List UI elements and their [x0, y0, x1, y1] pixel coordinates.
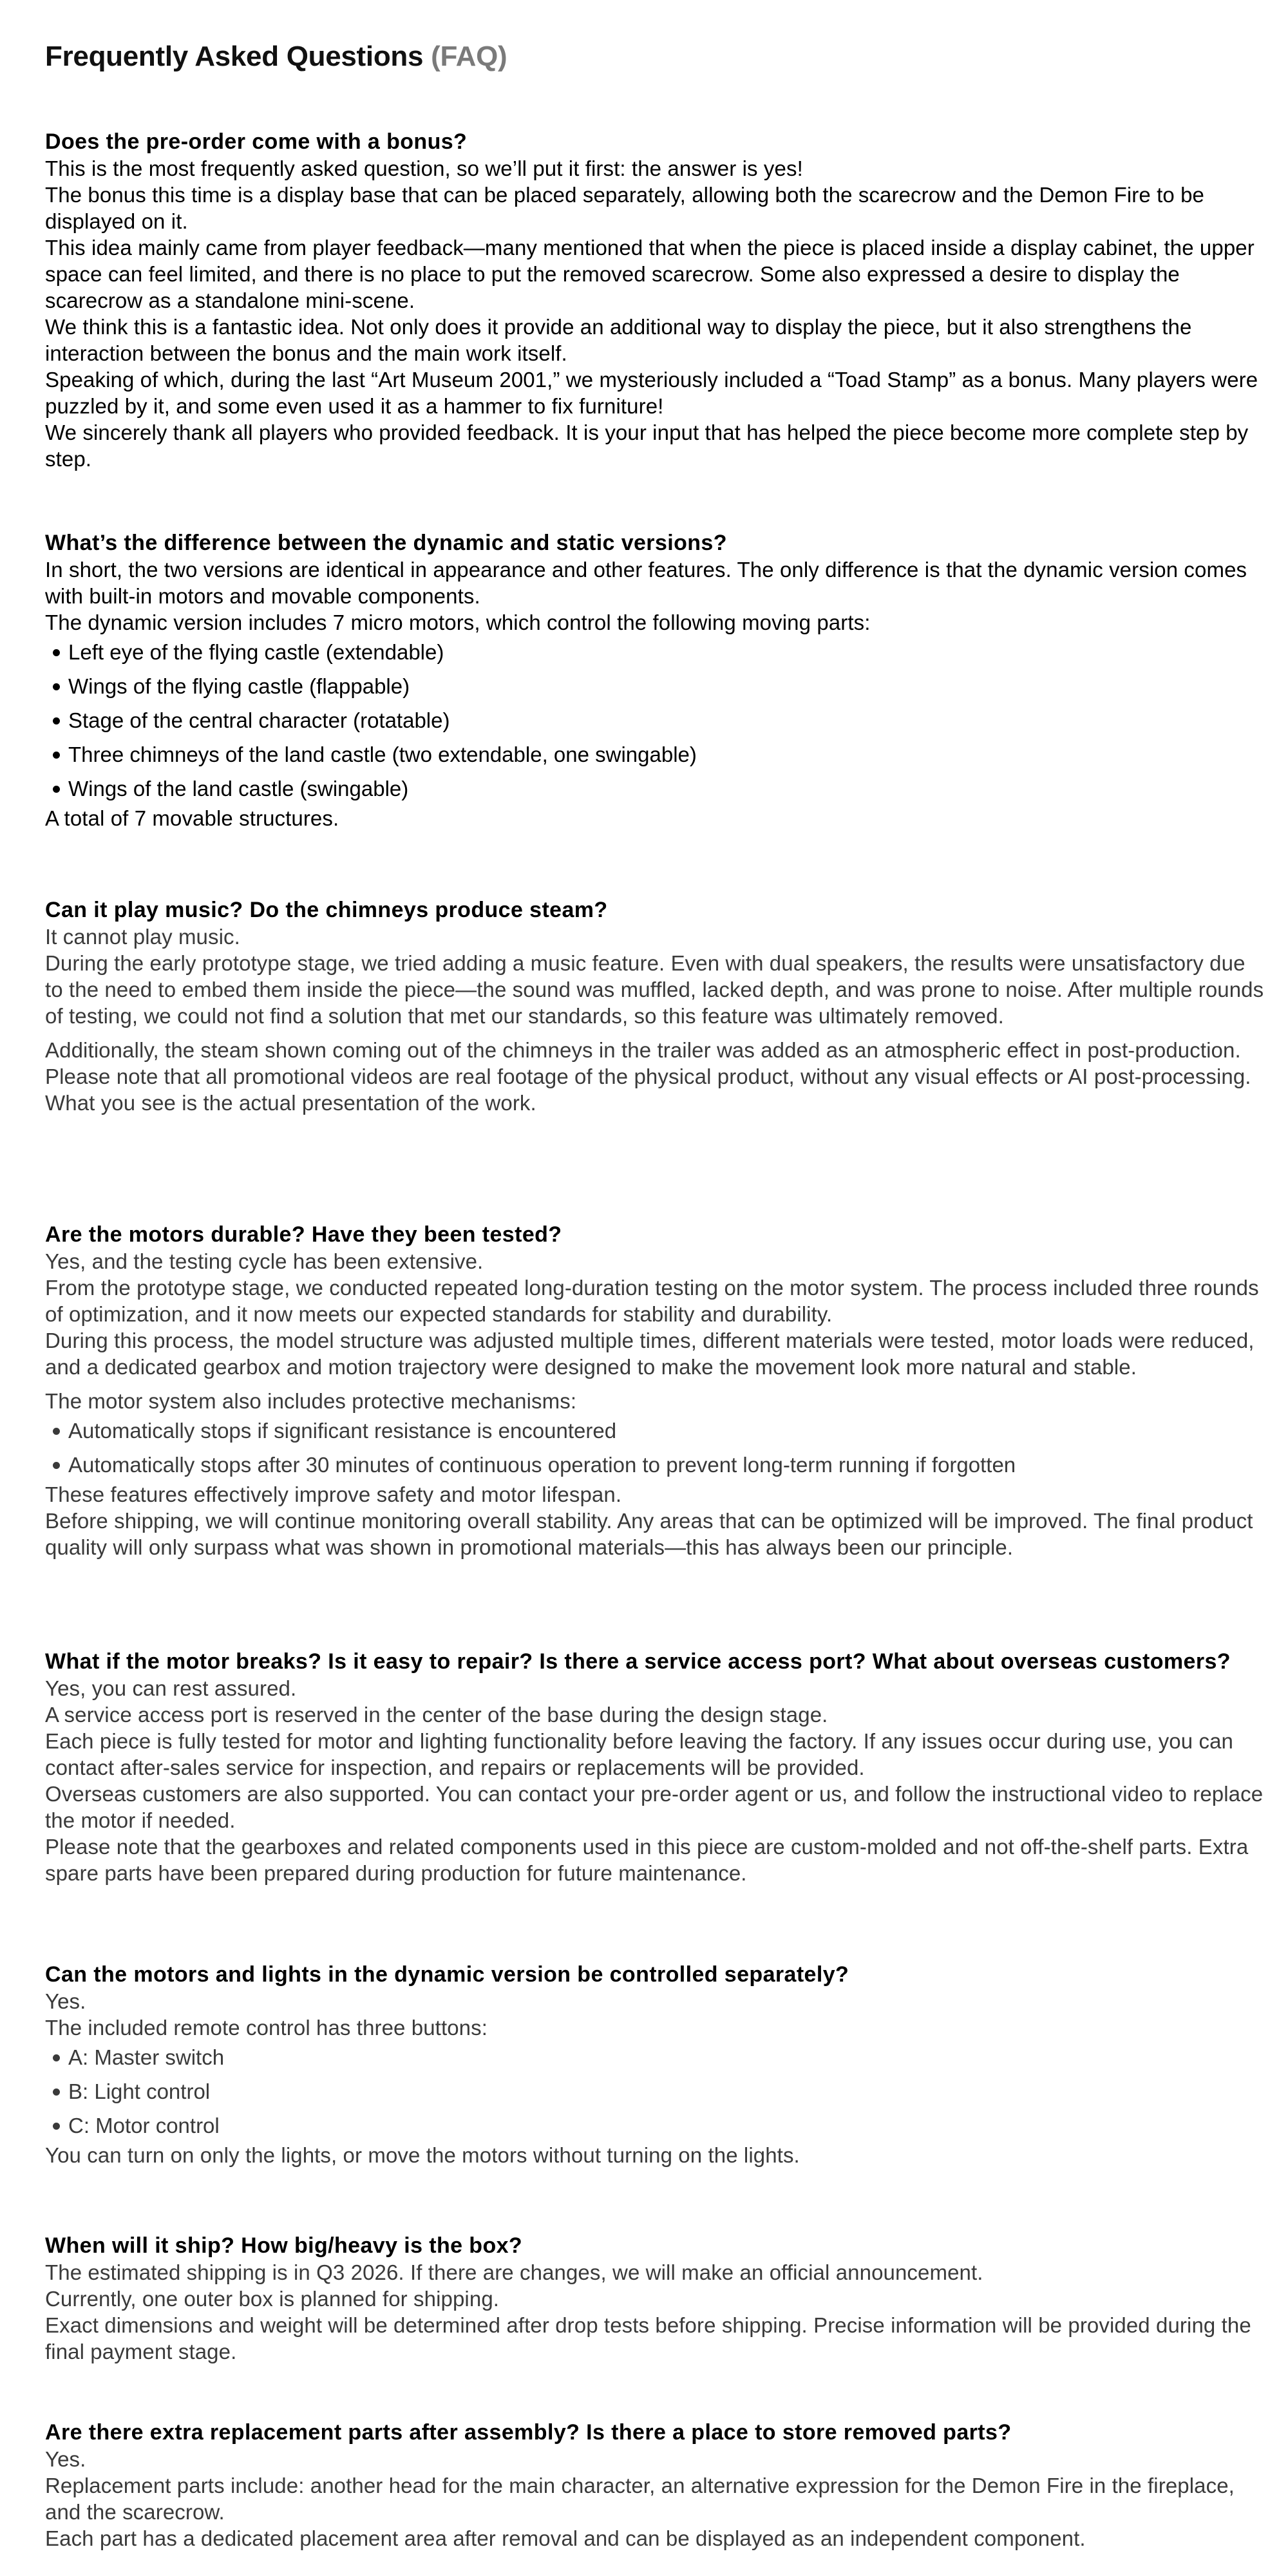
- faq-question: Can it play music? Do the chimneys produce steam?: [45, 898, 608, 922]
- faq-answer-paragraph: During the early prototype stage, we tried adding a music feature. Even with dual speakers, the results were unsatisfactory due to the need to embed them inside the piece—the sound was muffled, lacked depth, and was prone to noise. After multiple rounds of testing, we could not find a solution that met our standards, so this feature was ultimately removed.: [45, 951, 1264, 1028]
- faq-answer-paragraph: Currently, one outer box is planned for shipping.: [45, 2287, 500, 2311]
- page-title: [45, 41, 507, 73]
- faq-answer-paragraph: These features effectively improve safety and motor lifespan.: [45, 1482, 622, 1506]
- faq-answer-paragraph: Each part has a dedicated placement area after removal and can be displayed as an independent component.: [45, 2526, 1086, 2550]
- faq-answer-paragraph: We sincerely thank all players who provided feedback. It is your input that has helped the piece become more complete step by step.: [45, 421, 1249, 471]
- faq-answer-paragraph: Yes.: [45, 2447, 86, 2471]
- faq-item-preorder-bonus: [45, 129, 1269, 472]
- faq-answer-paragraph: A total of 7 movable structures.: [45, 806, 339, 830]
- faq-answer-paragraph: Please note that all promotional videos are real footage of the physical product, without any visual effects or AI post-processing. What you see is the actual presentation of the work.: [45, 1065, 1251, 1115]
- faq-answer-paragraph: We think this is a fantastic idea. Not only does it provide an additional way to display the piece, but it also strengthens the interaction between the bonus and the main work itself.: [45, 315, 1192, 365]
- faq-answer-paragraph: Exact dimensions and weight will be determined after drop tests before shipping. Precise information will be provided during the final payment stage.: [45, 2313, 1251, 2363]
- faq-answer-paragraph: The estimated shipping is in Q3 2026. If there are changes, we will make an official announcement.: [45, 2260, 983, 2284]
- faq-item-replacement-parts: [45, 2420, 1269, 2552]
- faq-answer-paragraph: This is the most frequently asked question, so we’ll put it first: the answer is yes!: [45, 156, 803, 180]
- faq-answer-paragraph: Additionally, the steam shown coming out of the chimneys in the trailer was added as an atmospheric effect in post-production.: [45, 1038, 1241, 1062]
- list-item: Left eye of the flying castle (extendable): [45, 639, 1269, 665]
- faq-item-motor-durability: [45, 1222, 1269, 1560]
- list-item: C: Motor control: [45, 2112, 1269, 2139]
- faq-item-dynamic-vs-static: [45, 530, 1269, 831]
- faq-question: Are there extra replacement parts after assembly? Is there a place to store removed parts?: [45, 2420, 1012, 2445]
- faq-answer-paragraph: During this process, the model structure was adjusted multiple times, different materials were tested, motor loads were reduced, and a dedicated gearbox and motion trajectory were designed to make the movement look more natural and stable.: [45, 1329, 1255, 1379]
- page-title-main: Frequently Asked Questions: [45, 41, 424, 72]
- faq-answer-paragraph: You can turn on only the lights, or move the motors without turning on the lights.: [45, 2143, 800, 2167]
- moving-parts-list: [45, 639, 1269, 802]
- faq-answer-paragraph: The bonus this time is a display base that can be placed separately, allowing both the scarecrow and the Demon Fire to be displayed on it.: [45, 183, 1204, 233]
- faq-answer-paragraph: Each piece is fully tested for motor and lighting functionality before leaving the factory. If any issues occur during use, you can contact after-sales service for inspection, and repairs or replacements will be provided.: [45, 1729, 1233, 1779]
- faq-answer-paragraph: The included remote control has three buttons:: [45, 2016, 488, 2040]
- faq-answer-paragraph: Yes.: [45, 1989, 86, 2013]
- faq-answer-paragraph: The dynamic version includes 7 micro motors, which control the following moving parts:: [45, 611, 871, 634]
- faq-question: What if the motor breaks? Is it easy to repair? Is there a service access port? What about overseas customers?: [45, 1649, 1231, 1674]
- faq-answer-paragraph: Yes, you can rest assured.: [45, 1676, 297, 1700]
- faq-question: What’s the difference between the dynamic and static versions?: [45, 531, 727, 555]
- list-item: B: Light control: [45, 2078, 1269, 2105]
- faq-item-music-steam: [45, 897, 1269, 1116]
- faq-answer-paragraph: Please note that the gearboxes and related components used in this piece are custom-molded and not off-the-shelf parts. Extra spare parts have been prepared during production for future maintenance.: [45, 1835, 1249, 1885]
- list-item: Stage of the central character (rotatable): [45, 707, 1269, 734]
- faq-answer-paragraph: This idea mainly came from player feedback—many mentioned that when the piece is placed inside a display cabinet, the upper space can feel limited, and there is no place to put the removed scarecrow. Some also expressed a desire to display the scarecrow as a standalone mini-scene.: [45, 236, 1255, 312]
- faq-question: Are the motors durable? Have they been tested?: [45, 1222, 562, 1247]
- list-item: Automatically stops if significant resistance is encountered: [45, 1417, 1269, 1444]
- list-item: Wings of the flying castle (flappable): [45, 673, 1269, 699]
- list-item: Wings of the land castle (swingable): [45, 775, 1269, 802]
- faq-answer-paragraph: It cannot play music.: [45, 925, 240, 949]
- faq-answer-paragraph: Speaking of which, during the last “Art Museum 2001,” we mysteriously included a “Toad Stamp” as a bonus. Many players were puzzled by it, and some even used it as a hammer to fix furniture!: [45, 368, 1258, 418]
- faq-question: Can the motors and lights in the dynamic version be controlled separately?: [45, 1962, 849, 1987]
- list-item: Three chimneys of the land castle (two extendable, one swingable): [45, 741, 1269, 768]
- faq-answer-paragraph: A service access port is reserved in the center of the base during the design stage.: [45, 1703, 828, 1727]
- page-title-suffix: (FAQ): [431, 41, 507, 72]
- faq-answer-paragraph: Before shipping, we will continue monitoring overall stability. Any areas that can be optimized will be improved. The final product quality will only surpass what was shown in promotional materials—this has always been our principle.: [45, 1509, 1253, 1559]
- faq-answer-paragraph: The motor system also includes protective mechanisms:: [45, 1389, 577, 1413]
- faq-answer-paragraph: Yes, and the testing cycle has been extensive.: [45, 1249, 484, 1273]
- faq-answer-paragraph: Overseas customers are also supported. You can contact your pre-order agent or us, and follow the instructional video to replace the motor if needed.: [45, 1782, 1264, 1832]
- faq-answer-paragraph: Replacement parts include: another head for the main character, an alternative expression for the Demon Fire in the fireplace, and the scarecrow.: [45, 2474, 1235, 2524]
- faq-question: Does the pre-order come with a bonus?: [45, 129, 468, 154]
- list-item: Automatically stops after 30 minutes of continuous operation to prevent long-term running if forgotten: [45, 1452, 1269, 1478]
- faq-question: When will it ship? How big/heavy is the box?: [45, 2233, 523, 2258]
- faq-answer-paragraph: From the prototype stage, we conducted repeated long-duration testing on the motor system. The process included three rounds of optimization, and it now meets our expected standards for stability and durability.: [45, 1276, 1259, 1326]
- faq-item-shipping: [45, 2233, 1269, 2365]
- list-item: A: Master switch: [45, 2044, 1269, 2070]
- protective-mechanisms-list: [45, 1417, 1269, 1478]
- remote-buttons-list: [45, 2044, 1269, 2139]
- faq-answer-paragraph: In short, the two versions are identical in appearance and other features. The only difference is that the dynamic version comes with built-in motors and movable components.: [45, 558, 1247, 608]
- faq-item-separate-controls: [45, 1962, 1269, 2168]
- faq-item-motor-repair: [45, 1649, 1269, 1886]
